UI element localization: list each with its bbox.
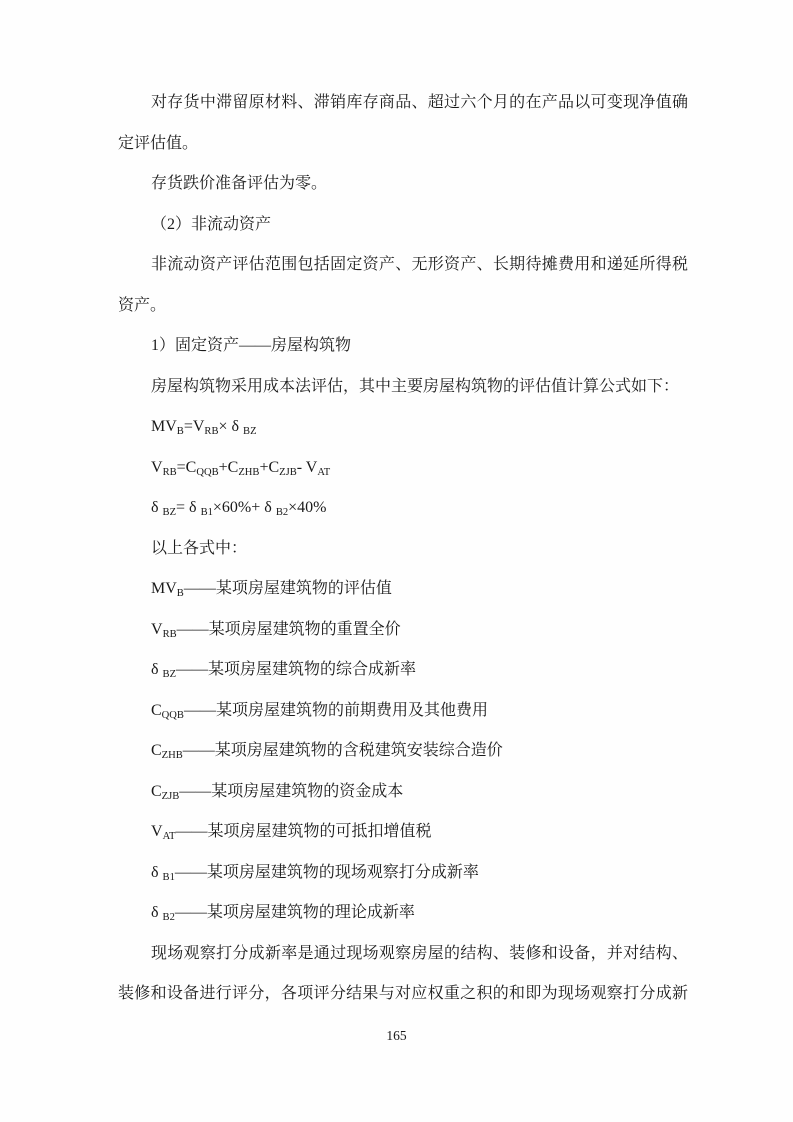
formula-line: δ $_{B2}$——某项房屋建筑物的理论成新率 bbox=[151, 904, 415, 923]
subscript: AT bbox=[317, 466, 331, 478]
subscript: BZ bbox=[162, 507, 177, 518]
subscript: BZ bbox=[243, 426, 257, 437]
formula-line: $C_{ZHB}——$某项房屋建筑物的含税建筑安装综合造价 bbox=[151, 742, 503, 761]
text-line: 对存货中滞留原材料、滞销库存商品、超过六个月的在产品以可变现净值确 bbox=[151, 94, 688, 111]
text-line: 定评估值。 bbox=[118, 134, 199, 152]
subscript: ZJB bbox=[161, 790, 180, 802]
text-line: 房屋构筑物采用成本法评估，其中主要房屋构筑物的评估值计算公式如下： bbox=[151, 377, 680, 395]
text-line: 现场观察打分成新率是通过现场观察房屋的结构、装修和设备，并对结构、 bbox=[151, 944, 688, 962]
text-line: 1）固定资产——房屋构筑物 bbox=[151, 337, 352, 354]
subscript: B1 bbox=[200, 507, 213, 518]
subscript: B bbox=[176, 426, 184, 437]
subscript: B2 bbox=[275, 507, 289, 518]
subscript: ZHB bbox=[238, 466, 260, 478]
formula-line: $V_{RB}=C_{QQB}+C_{ZHB}+C_{ZJB}-$ $V_{AT}$ bbox=[151, 458, 331, 478]
text-line: 以上各式中： bbox=[151, 539, 248, 557]
subscript: ZJB bbox=[279, 466, 297, 478]
formula-line: $MV_B=V_{RB}\times \delta$ $_{BZ}$ bbox=[151, 418, 257, 437]
text-line: 资产。 bbox=[118, 296, 167, 314]
formula-line: $V_{RB}——$某项房屋建筑物的重置全价 bbox=[151, 620, 401, 640]
subscript: RB bbox=[204, 426, 219, 437]
text-line: 装修和设备进行评分，各项评分结果与对应权重之积的和即为现场观察打分成新 bbox=[118, 985, 688, 1002]
subscript: RB bbox=[162, 628, 177, 640]
subscript: B2 bbox=[162, 912, 175, 923]
subscript: BZ bbox=[162, 669, 177, 680]
formula-line: $C_{ZJB}——$某项房屋建筑物的资金成本 bbox=[151, 782, 404, 802]
subscript: B bbox=[176, 588, 184, 599]
subscript: B1 bbox=[162, 871, 175, 883]
formula-line: $MV_B——$某项房屋建筑物的评估值 bbox=[151, 580, 392, 599]
text-line: 非流动资产评估范围包括固定资产、无形资产、长期待摊费用和递延所得税 bbox=[151, 256, 688, 273]
subscript: QQB bbox=[196, 466, 219, 478]
subscript: ZHB bbox=[161, 750, 183, 761]
text-line: （2）非流动资产 bbox=[151, 215, 272, 233]
formula-line: δ $_{BZ}$——某项房屋建筑物的综合成新率 bbox=[151, 661, 417, 680]
subscript: QQB bbox=[161, 709, 184, 721]
formula-line: δ $_{BZ}$= δ $_{B1}$×60%+ δ $_{B2}$×40% bbox=[151, 499, 327, 518]
page-number: 165 bbox=[386, 1028, 407, 1043]
formula-line: $C_{QQB}——$某项房屋建筑物的前期费用及其他费用 bbox=[151, 701, 488, 721]
formula-line: $V_{AT}——$某项房屋建筑物的可抵扣增值税 bbox=[151, 823, 432, 842]
text-line: 存货跌价准备评估为零。 bbox=[151, 175, 328, 192]
formula-line: δ $_{B1}$——某项房屋建筑物的现场观察打分成新率 bbox=[151, 863, 479, 883]
page-content bbox=[118, 83, 688, 1015]
subscript: RB bbox=[162, 466, 177, 478]
subscript: AT bbox=[162, 831, 176, 842]
